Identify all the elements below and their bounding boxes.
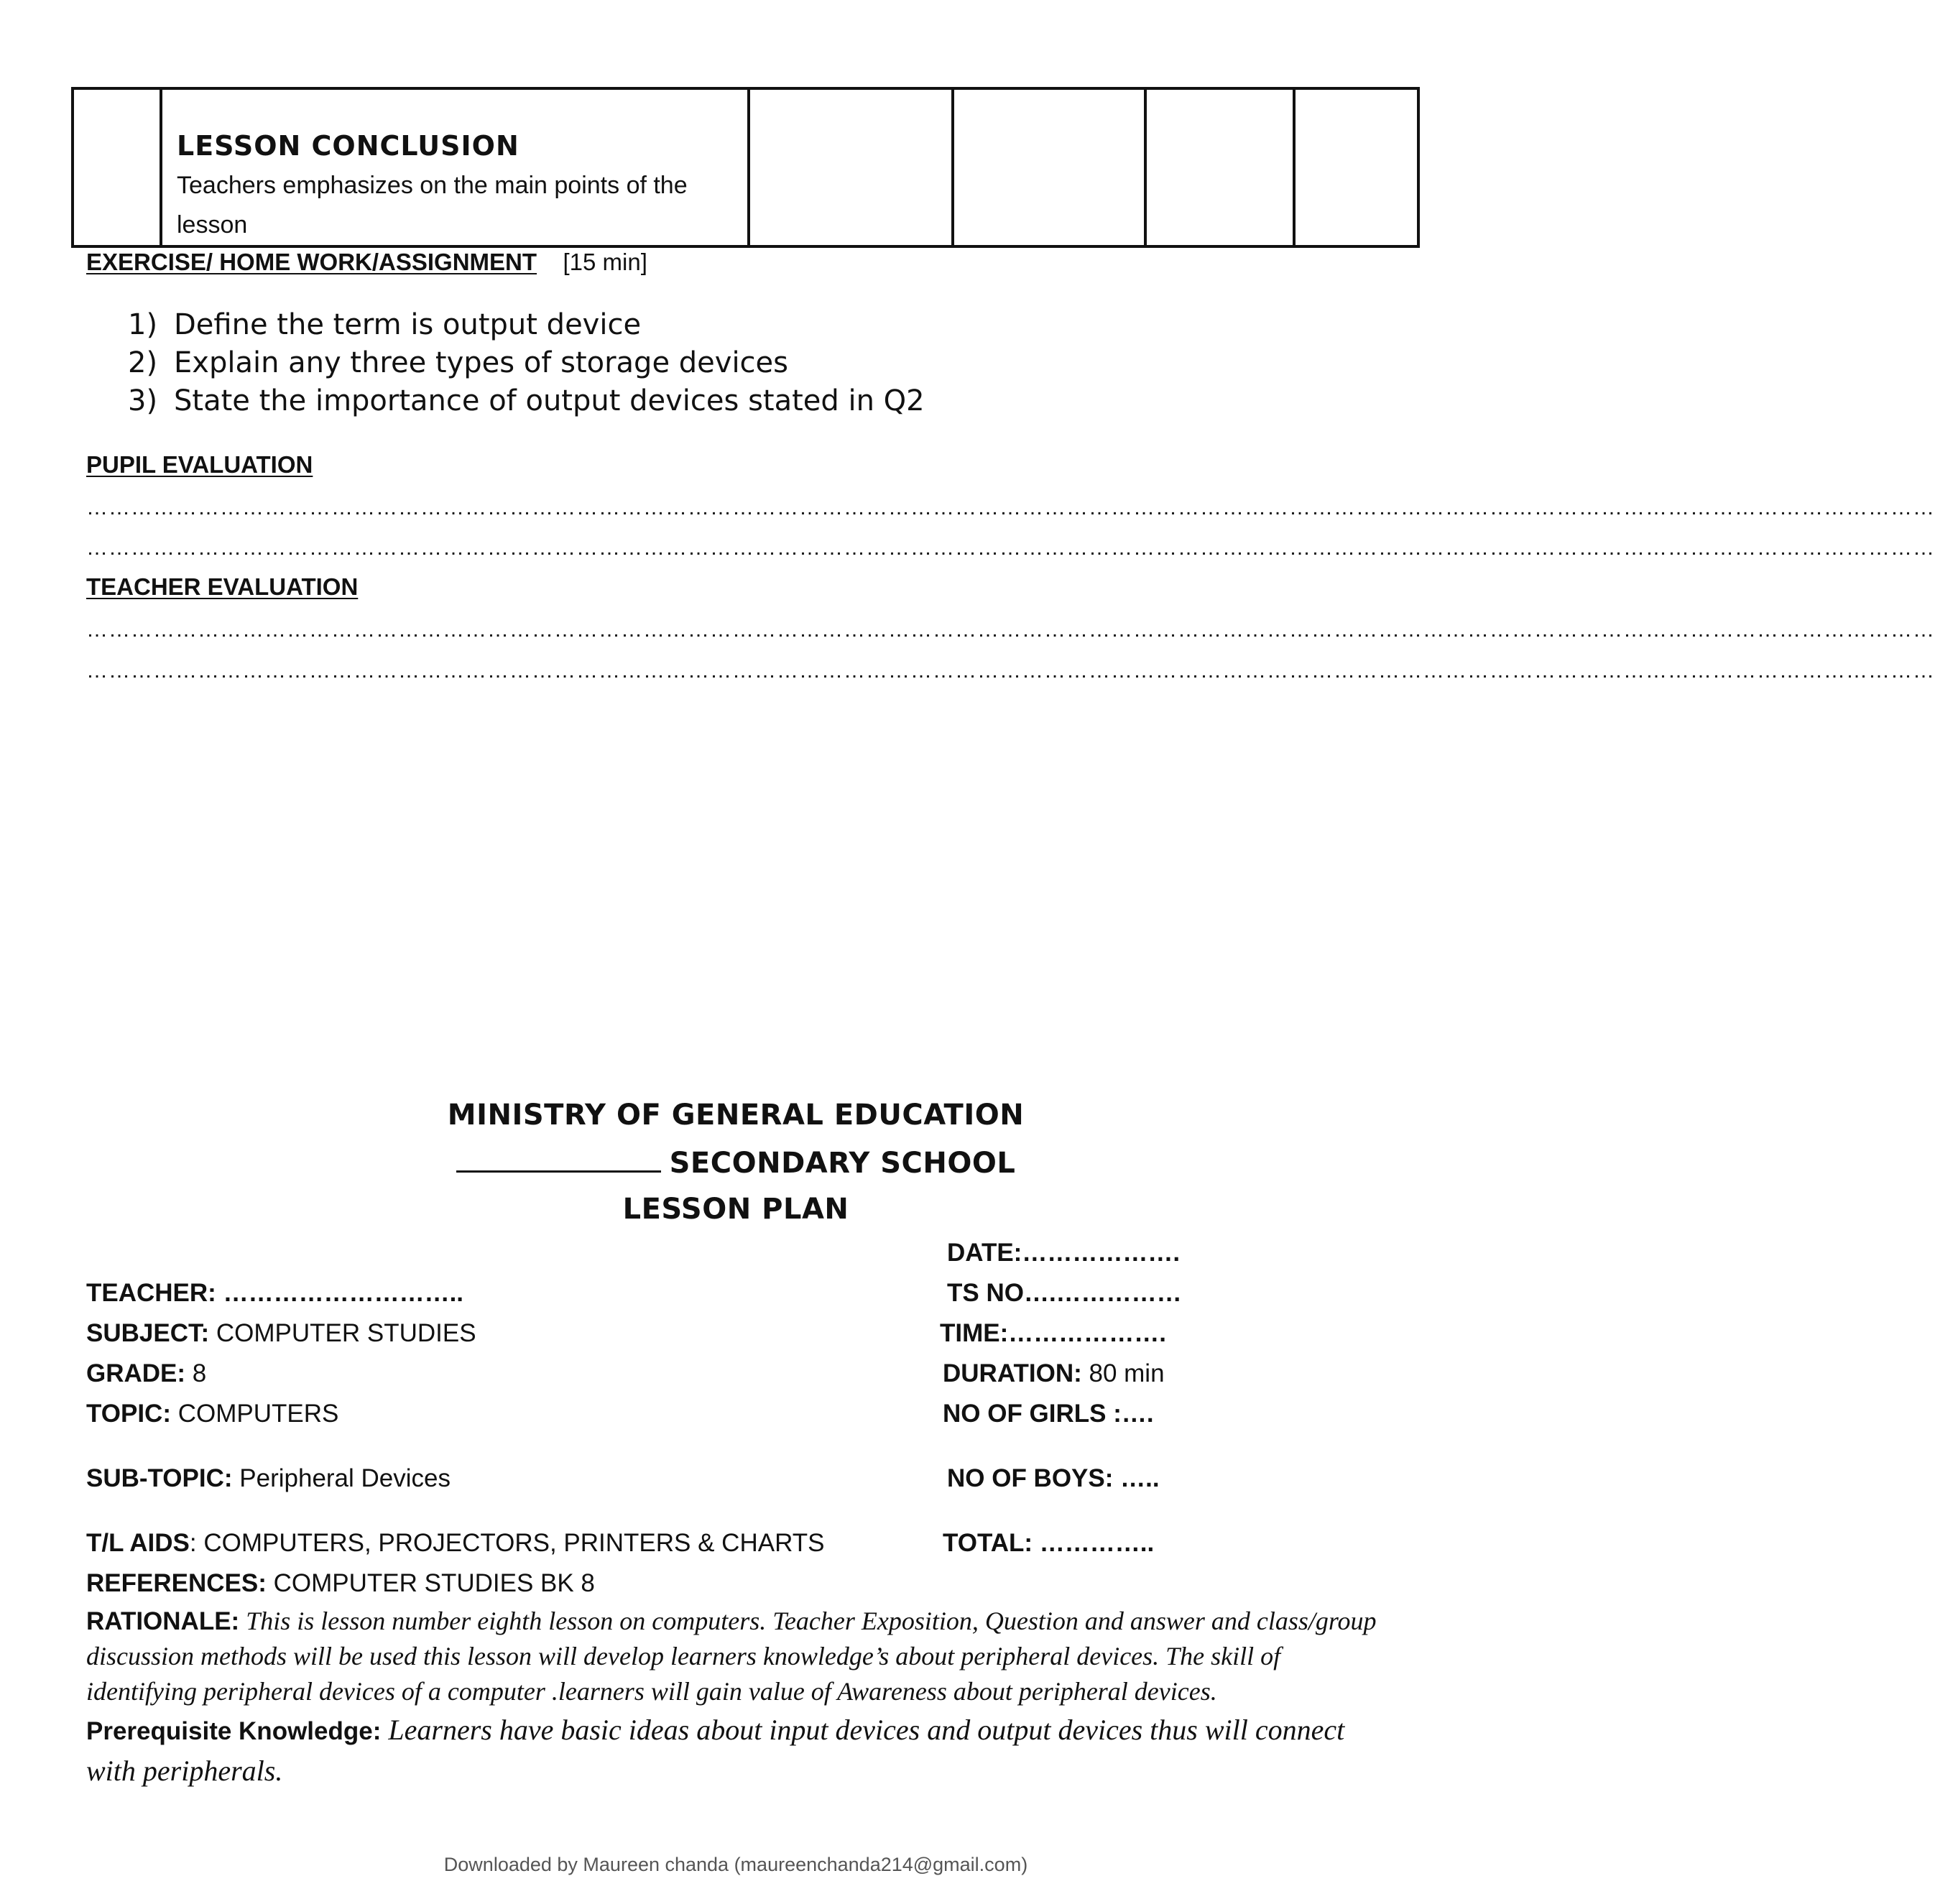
subtopic-value: Peripheral Devices [239, 1464, 451, 1492]
boys-field [947, 1464, 1160, 1493]
girls-field [943, 1400, 1154, 1428]
exercise-heading: EXERCISE/ HOME WORK/ASSIGNMENT [86, 249, 537, 275]
subject-label: SUBJECT: [86, 1319, 210, 1347]
grade-value: 8 [192, 1359, 207, 1387]
question-number: 1) [128, 308, 158, 341]
date-value: ………………. [1022, 1239, 1181, 1267]
references-field [86, 1569, 595, 1598]
ts-no-label: TS NO [947, 1279, 1024, 1307]
teacher-evaluation-line: …………………………………………………………………………………………………………………………………………………………………………………………………………………………… [86, 618, 1935, 642]
aids-value: : COMPUTERS, PROJECTORS, PRINTERS & CHARTS [189, 1529, 825, 1557]
exercise-heading-row [86, 249, 647, 276]
list-item [128, 382, 925, 420]
subject-value: COMPUTER STUDIES [216, 1319, 476, 1347]
prerequisite-label: Prerequisite Knowledge: [86, 1717, 382, 1745]
school-title [0, 1146, 1472, 1180]
topic-value: COMPUTERS [177, 1400, 339, 1428]
pupil-evaluation-heading: PUPIL EVALUATION [86, 451, 313, 478]
question-number: 3) [128, 384, 158, 417]
table-cell [1294, 88, 1418, 246]
teacher-value: ……………………….. [223, 1279, 464, 1307]
rationale-text: This is lesson number eighth lesson on computers. Teacher Exposition, Question and answer and class/group discussion methods will be used this lesson will develop learners knowledge’s about peripheral devices. The skill of identifying peripheral devices of a computer .learners will gain value of Awareness about peripheral devices. [86, 1607, 1377, 1706]
question-text: State the importance of output devices stated in Q2 [174, 384, 925, 417]
download-footer: Downloaded by Maureen chanda (maureenchanda214@gmail.com) [443, 1854, 1028, 1875]
question-number: 2) [128, 346, 158, 379]
pupil-evaluation-line: …………………………………………………………………………………………………………………………………………………………………………………………………………………………… [86, 536, 1935, 560]
grade-label: GRADE: [86, 1359, 186, 1387]
rationale-paragraph [86, 1604, 1380, 1709]
aids-label: T/L AIDS [86, 1529, 190, 1557]
ts-no-value: ….…………… [1023, 1279, 1182, 1307]
ts-no-field [947, 1279, 1182, 1308]
duration-field [943, 1359, 1165, 1388]
date-label: DATE: [947, 1239, 1022, 1267]
prerequisite-text: Learners have basic ideas about input devices and output devices thus will connect with peripherals. [86, 1714, 1345, 1787]
topic-label: TOPIC: [86, 1400, 171, 1428]
list-item [128, 344, 925, 382]
pupil-evaluation-line: …………………………………………………………………………………………………………………………………………………………………………………………………………………………… [86, 496, 1935, 519]
ministry-title: MINISTRY OF GENERAL EDUCATION [447, 1099, 1025, 1132]
duration-value: 80 min [1089, 1359, 1165, 1387]
lesson-steps-table [71, 87, 1420, 248]
table-cell [953, 88, 1145, 246]
total-field [943, 1529, 1154, 1558]
references-value: COMPUTER STUDIES BK 8 [273, 1569, 595, 1597]
date-field [947, 1239, 1180, 1267]
table-cell [73, 88, 161, 246]
total-label: TOTAL: ………….. [943, 1529, 1155, 1557]
conclusion-cell [161, 88, 749, 246]
exercise-duration: [15 min] [563, 249, 647, 275]
question-text: Explain any three types of storage devices [174, 346, 788, 379]
aids-field [86, 1529, 824, 1558]
table-cell [749, 88, 953, 246]
exercise-questions [128, 306, 925, 420]
teacher-label: TEACHER: [86, 1279, 216, 1307]
conclusion-title: LESSON CONCLUSION [177, 130, 519, 162]
conclusion-text: Teachers emphasizes on the main points of the lesson [177, 171, 688, 239]
references-label: REFERENCES: [86, 1569, 267, 1597]
subtopic-field [86, 1464, 451, 1493]
time-label: TIME: [940, 1319, 1009, 1347]
duration-label: DURATION: [943, 1359, 1082, 1387]
question-text: Define the term is output device [174, 308, 642, 341]
teacher-field [86, 1279, 463, 1308]
boys-label: NO OF BOYS: ….. [947, 1464, 1160, 1492]
list-item [128, 306, 925, 344]
school-name-blank [456, 1146, 661, 1173]
lesson-plan-title: LESSON PLAN [622, 1193, 849, 1226]
grade-field [86, 1359, 206, 1388]
prerequisite-paragraph [86, 1710, 1380, 1790]
school-title-text: SECONDARY SCHOOL [669, 1147, 1016, 1180]
time-value: ………………. [1008, 1319, 1166, 1347]
girls-label: NO OF GIRLS :…. [943, 1400, 1154, 1428]
rationale-label: RATIONALE: [86, 1607, 240, 1635]
subtopic-label: SUB-TOPIC: [86, 1464, 233, 1492]
topic-field [86, 1400, 338, 1428]
teacher-evaluation-heading: TEACHER EVALUATION [86, 573, 359, 600]
subject-field [86, 1319, 476, 1348]
teacher-evaluation-line: …………………………………………………………………………………………………………………………………………………………………………………………………………………………… [86, 659, 1935, 683]
table-row [73, 88, 1418, 246]
table-cell [1145, 88, 1294, 246]
time-field [940, 1319, 1166, 1348]
